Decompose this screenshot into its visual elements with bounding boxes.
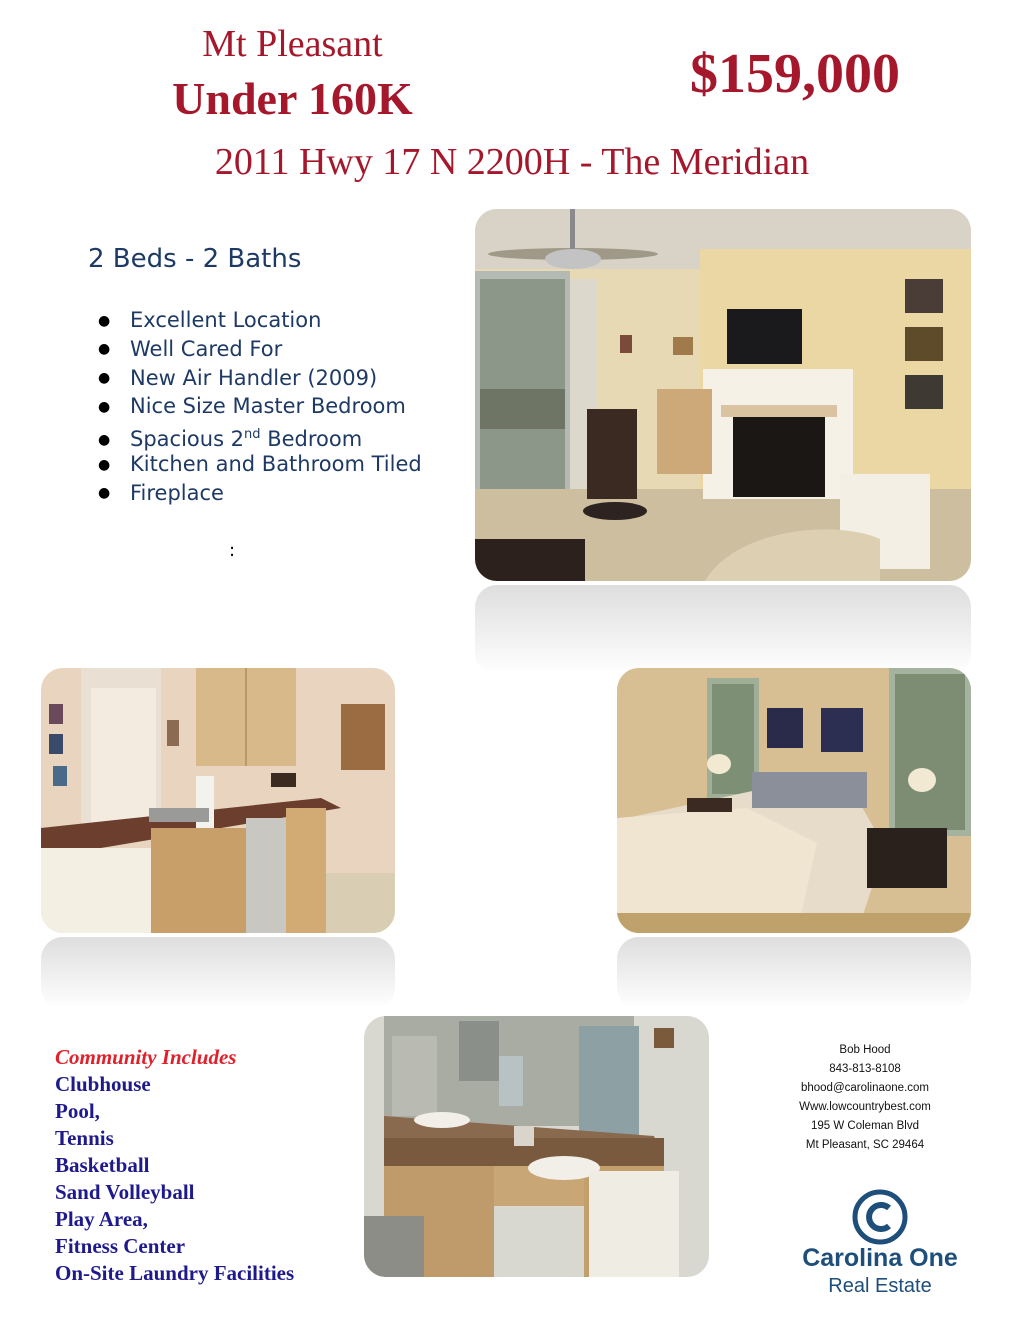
feature-item: ● Excellent Location <box>98 306 422 335</box>
kitchen-photo <box>41 668 395 933</box>
feature-item: ● Kitchen and Bathroom Tiled <box>98 450 422 479</box>
feature-item: ● Nice Size Master Bedroom <box>98 392 422 421</box>
feature-list <box>98 306 422 508</box>
kitchen-reflection <box>41 937 395 1009</box>
feature-item: ● Fireplace <box>98 479 422 508</box>
price: $159,000 <box>690 43 900 105</box>
community-item: Tennis <box>55 1126 114 1150</box>
bullet-icon: ● <box>98 370 111 387</box>
logo-subtitle: Real Estate <box>828 1275 932 1297</box>
bullet-icon: ● <box>98 456 111 473</box>
living-room-reflection <box>475 585 971 675</box>
living-room-photo <box>475 209 971 581</box>
bullet-icon: ● <box>98 398 111 415</box>
community-item: Basketball <box>55 1153 150 1177</box>
bullet-icon: ● <box>98 431 111 448</box>
agent-website: Www.lowcountrybest.com <box>799 1101 931 1113</box>
feature-item <box>98 421 422 450</box>
community-heading: Community Includes <box>55 1045 237 1069</box>
agent-contact <box>780 1041 950 1155</box>
community-item: Sand Volleyball <box>55 1180 195 1204</box>
page-title: Under 160K <box>172 73 413 124</box>
colon-mark: : <box>229 540 236 561</box>
beds-baths: 2 Beds - 2 Baths <box>88 244 302 274</box>
bullet-icon: ● <box>98 485 111 502</box>
bullet-icon: ● <box>98 312 111 329</box>
community-item: Play Area, <box>55 1207 148 1231</box>
community-item: Pool, <box>55 1099 100 1123</box>
feature-item: ● New Air Handler (2009) <box>98 364 422 393</box>
community-item: Fitness Center <box>55 1234 186 1258</box>
agent-phone: 843-813-8108 <box>829 1063 901 1075</box>
logo-name: Carolina One <box>802 1244 958 1272</box>
bathroom-photo <box>364 1016 709 1277</box>
agent-email: bhood@carolinaone.com <box>800 1082 930 1094</box>
bedroom-photo <box>617 668 971 933</box>
subtitle: Mt Pleasant <box>202 23 383 65</box>
agent-street: 195 W Coleman Blvd <box>810 1120 920 1132</box>
feature-second-bedroom: Spacious 2nd Bedroom <box>130 427 363 452</box>
bedroom-reflection <box>617 937 971 1009</box>
feature-item: ● Well Cared For <box>98 335 422 364</box>
community-item: Clubhouse <box>55 1072 151 1096</box>
agent-city: Mt Pleasant, SC 29464 <box>805 1139 925 1151</box>
bullet-icon: ● <box>98 341 111 358</box>
agent-name: Bob Hood <box>839 1044 891 1056</box>
address: 2011 Hwy 17 N 2200H - The Meridian <box>214 141 810 183</box>
community-item: On-Site Laundry Facilities <box>55 1261 295 1285</box>
community-section <box>55 1044 294 1287</box>
copyright-c-logo-icon <box>851 1188 909 1246</box>
